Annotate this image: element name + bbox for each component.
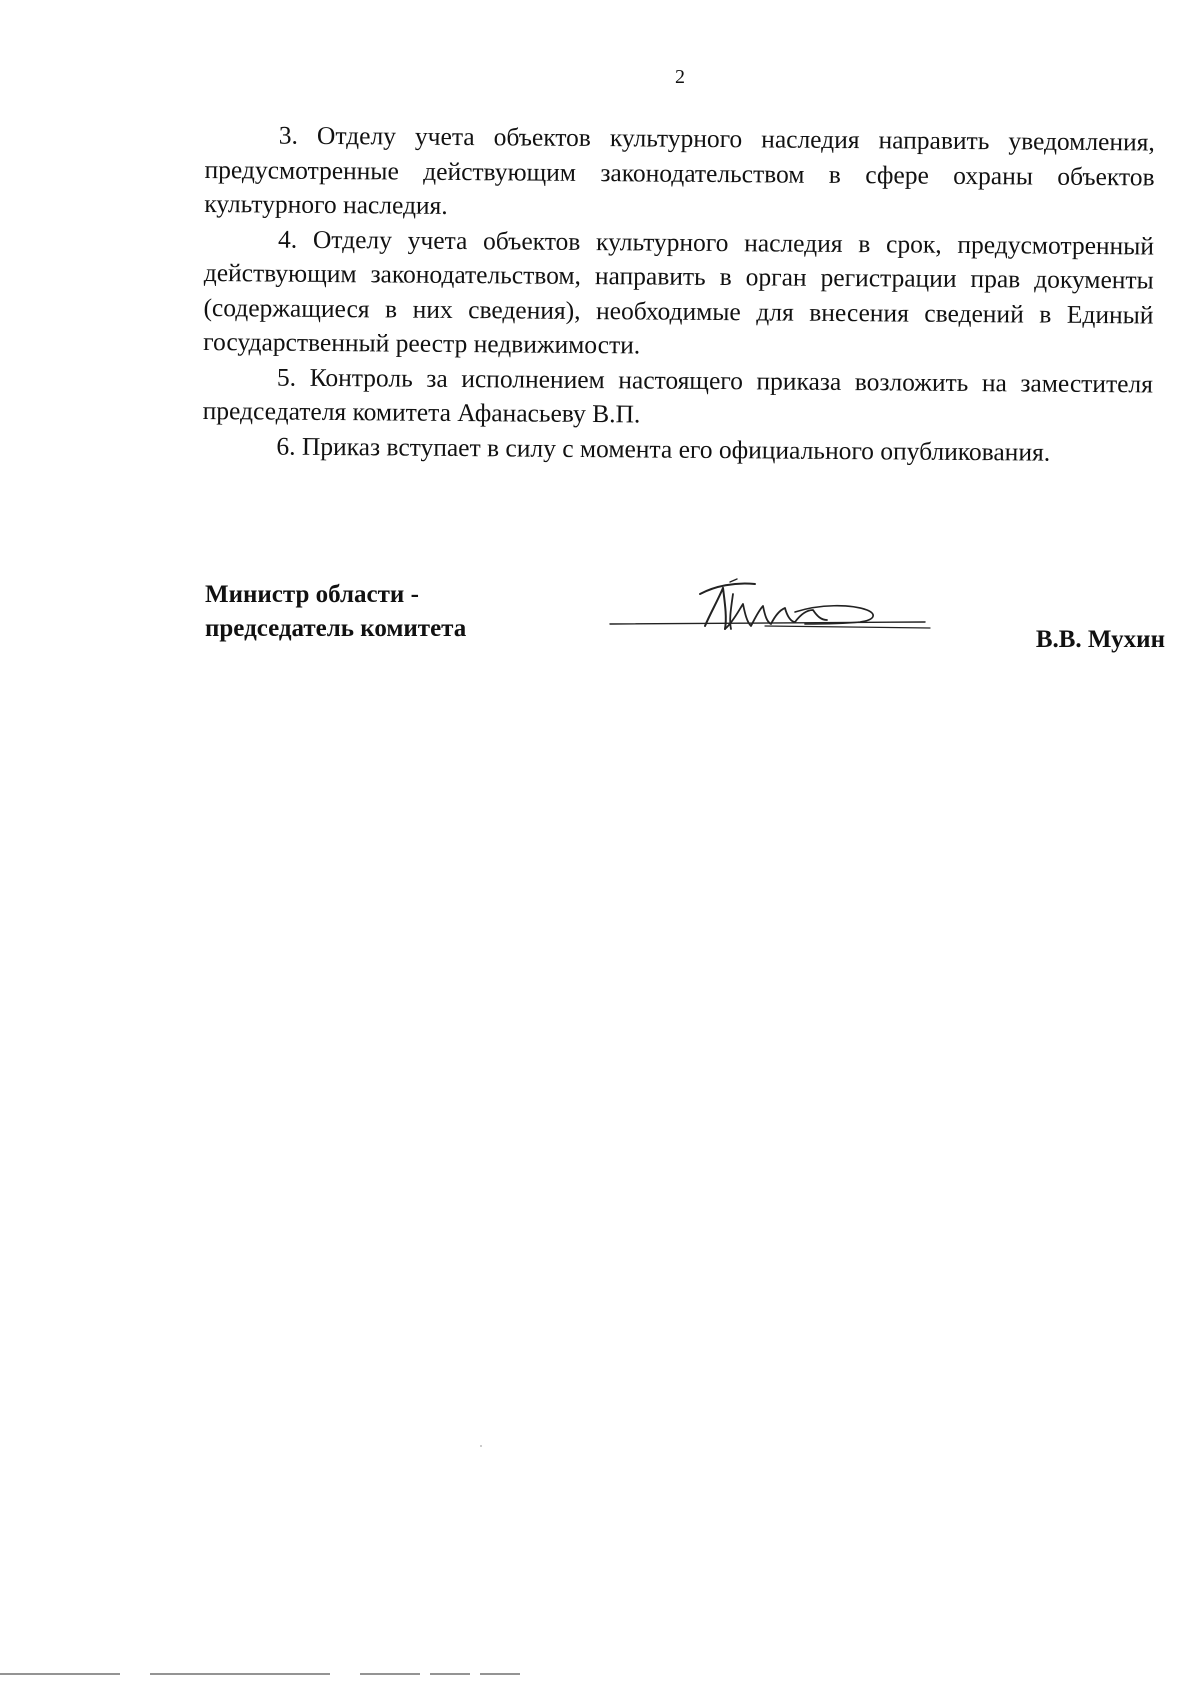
paragraph-4: 4. Отделу учета объектов культурного наследия в срок, предусмотренный действующим законодательством, направить в орган регистрации прав документы (содержащиеся в них сведения), необходимые для внесения сведений в Единый государственный реестр недвижимости. — [203, 224, 1155, 360]
signer-position — [205, 578, 466, 646]
signer-position-line-2: председатель комитета — [205, 615, 467, 642]
handwritten-signature-icon — [605, 574, 935, 644]
scan-edge-line — [0, 1673, 600, 1675]
paragraph-3: 3. Отделу учета объектов культурного наследия направить уведомления, предусмотренные действующим законодательством в сфере охраны объектов культурного наследия. — [204, 120, 1155, 220]
paragraph-5: 5. Контроль за исполнением настоящего приказа возложить на заместителя председателя комитета Афанасьеву В.П. — [202, 362, 1154, 429]
document-body — [202, 118, 1155, 470]
signer-position-line-1: Министр области - — [205, 581, 419, 608]
page-number: 2 — [675, 66, 685, 88]
signature-block — [205, 578, 1165, 668]
scan-artifact-dot — [480, 1445, 482, 1447]
paragraph-6: 6. Приказ вступает в силу с момента его официального опубликования. — [276, 431, 1051, 467]
signer-name: В.В. Мухин — [1035, 626, 1165, 653]
